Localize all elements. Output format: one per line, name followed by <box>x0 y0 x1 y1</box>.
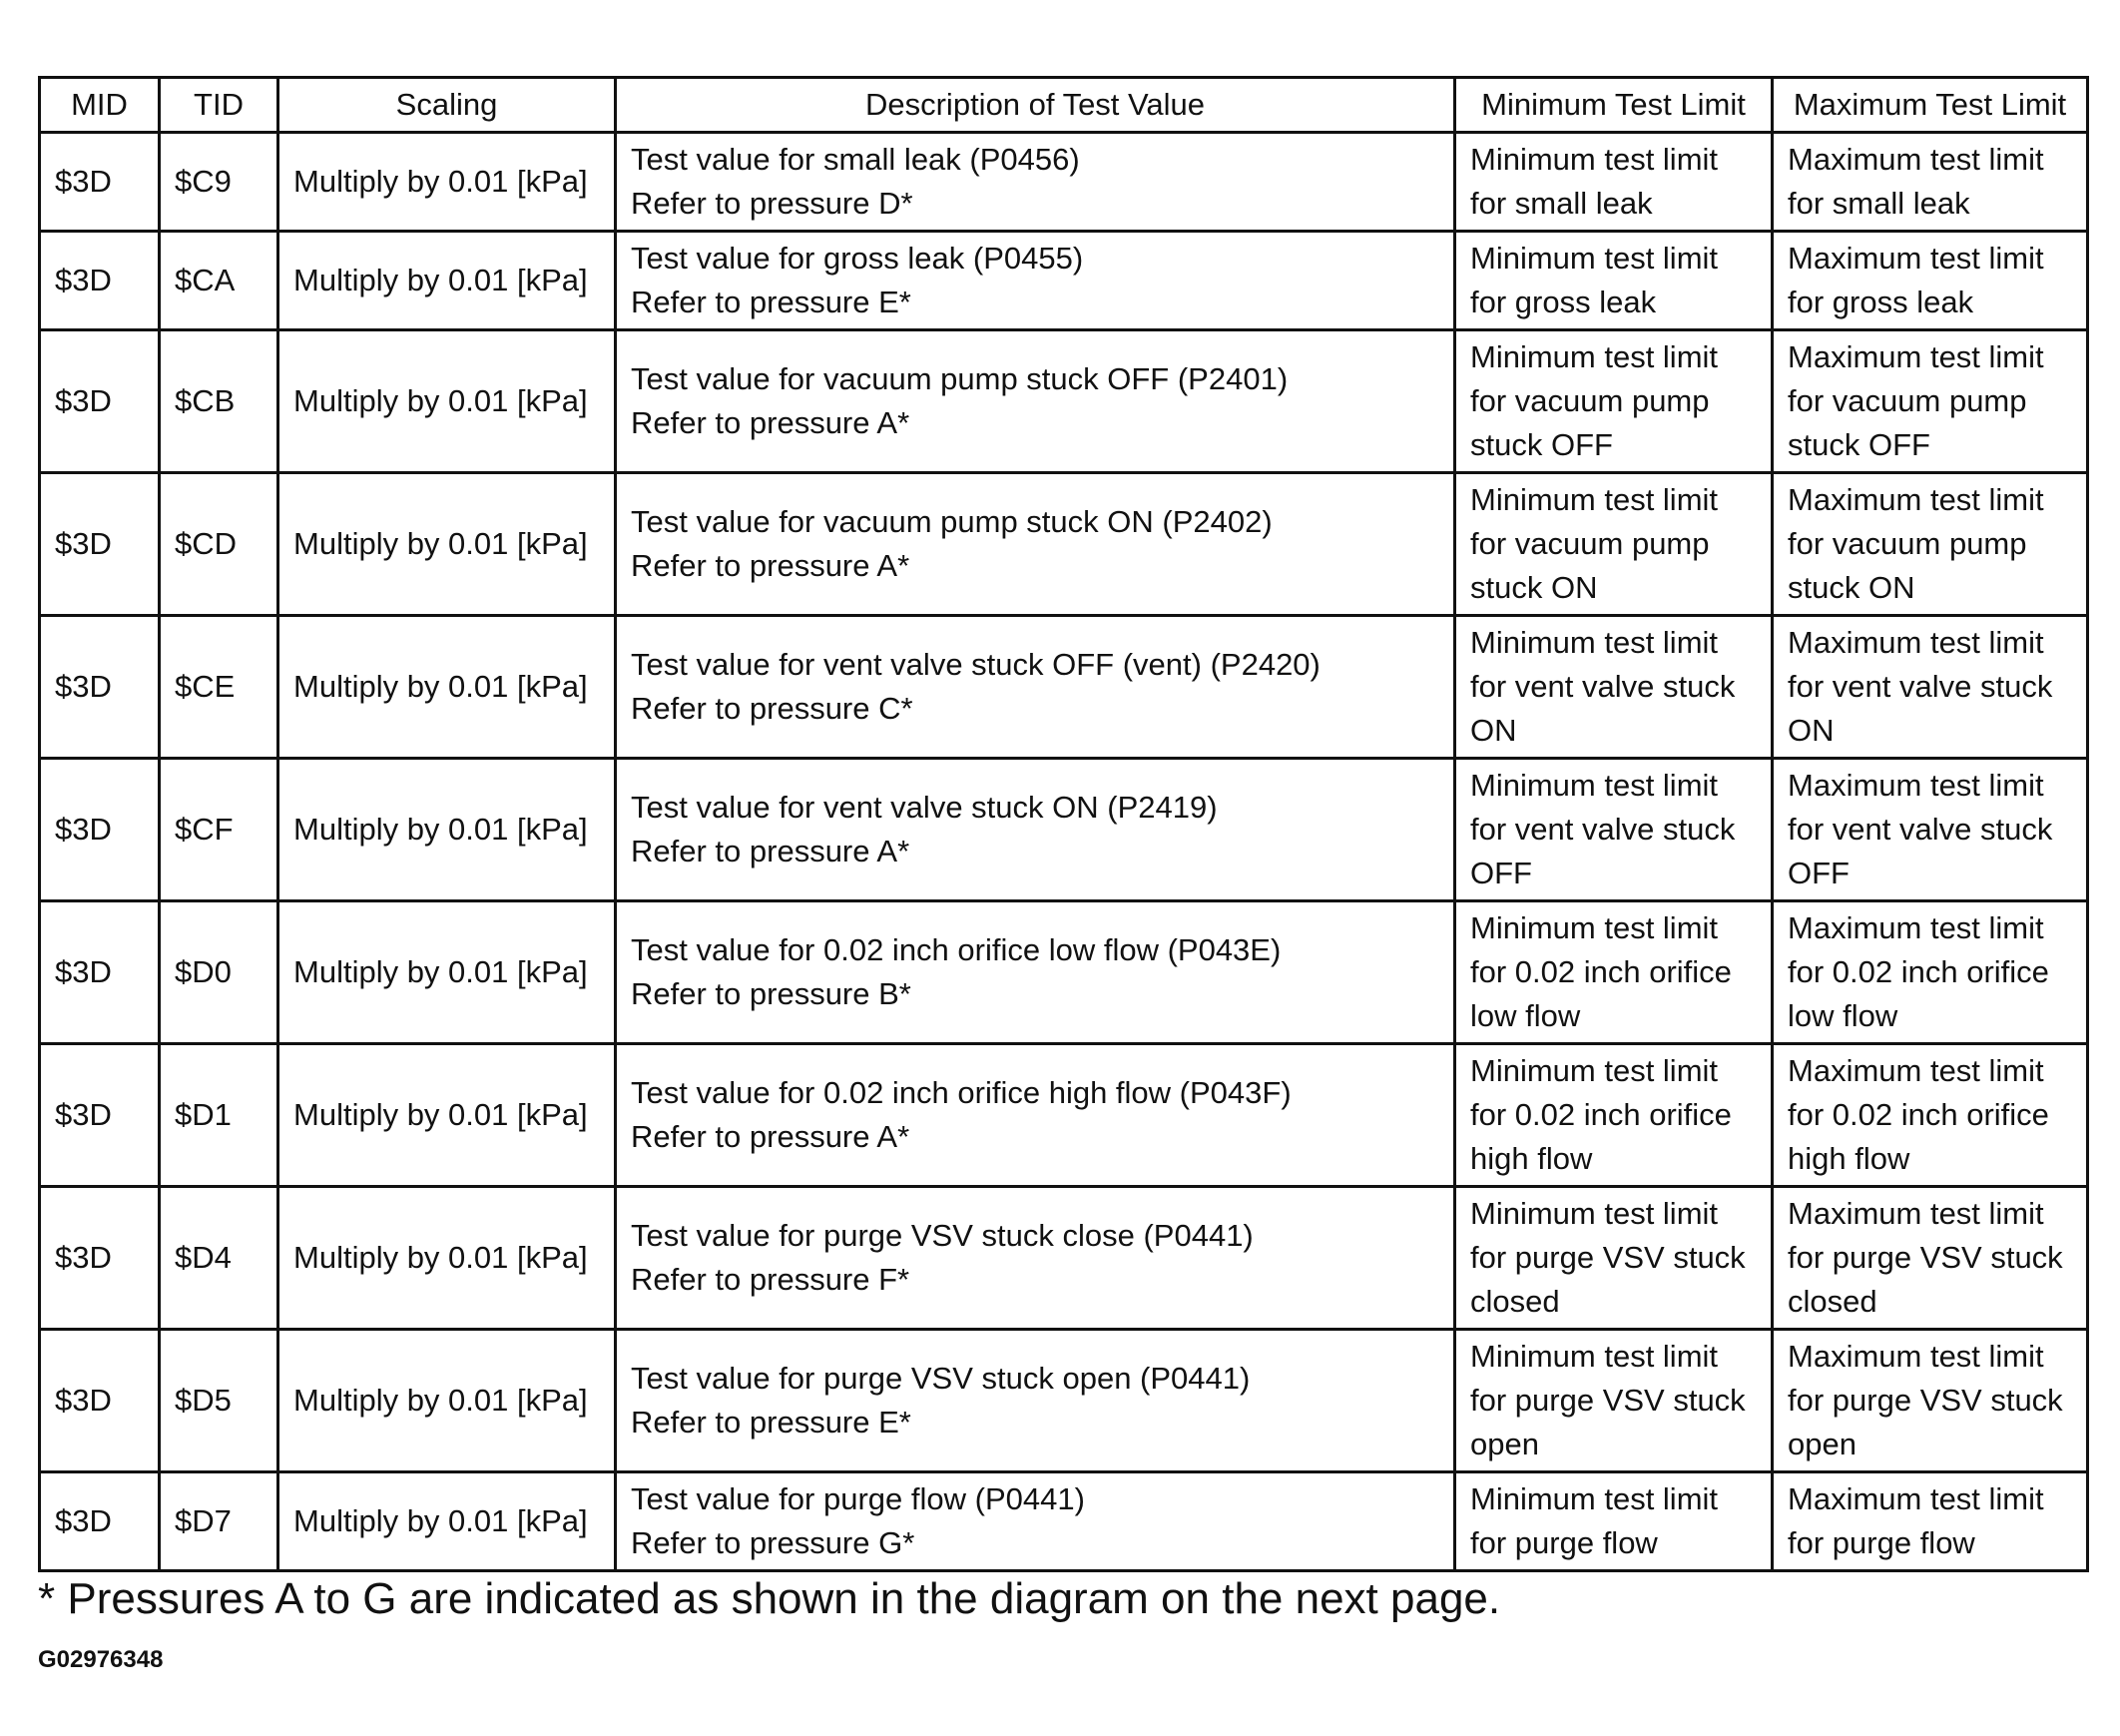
description-cell <box>616 616 1455 759</box>
table-row <box>40 232 2088 330</box>
min-limit-line: open <box>1470 1427 1539 1461</box>
table-row <box>40 1330 2088 1472</box>
min-limit-cell <box>1455 759 1773 901</box>
scaling-cell: Multiply by 0.01 [kPa] <box>278 1044 616 1187</box>
description-cell <box>616 1472 1455 1571</box>
max-limit-cell <box>1773 616 2088 759</box>
min-limit-line: for 0.02 inch orifice <box>1470 1097 1732 1132</box>
min-limit-line: for purge VSV stuck <box>1470 1383 1746 1418</box>
max-limit-line: high flow <box>1788 1141 1910 1176</box>
max-limit-line: stuck OFF <box>1788 427 1930 462</box>
max-limit-line: for vacuum pump <box>1788 526 2027 561</box>
min-limit-line: for vent valve stuck <box>1470 669 1736 704</box>
max-limit-cell <box>1773 901 2088 1044</box>
min-limit-line: for small leak <box>1470 186 1653 221</box>
min-limit-cell <box>1455 133 1773 232</box>
max-limit-cell <box>1773 1044 2088 1187</box>
footnote: * Pressures A to G are indicated as shown in the diagram on the next page. <box>38 1574 1501 1623</box>
min-limit-line: ON <box>1470 713 1517 748</box>
min-limit-line: for gross leak <box>1470 285 1657 319</box>
max-limit-line: Maximum test limit <box>1788 1053 2044 1088</box>
max-limit-line: closed <box>1788 1284 1877 1319</box>
min-limit-line: Minimum test limit <box>1470 241 1719 276</box>
mid-cell: $3D <box>40 1187 160 1330</box>
mid-cell: $3D <box>40 901 160 1044</box>
max-limit-line: Maximum test limit <box>1788 1196 2044 1231</box>
description-line: Test value for vent valve stuck ON (P2419) <box>631 790 1218 825</box>
max-limit-line: ON <box>1788 713 1835 748</box>
tid-cell: $CE <box>160 616 278 759</box>
max-limit-line: for purge flow <box>1788 1525 1975 1560</box>
description-cell <box>616 1330 1455 1472</box>
figure-id: G02976348 <box>38 1646 164 1673</box>
min-limit-cell <box>1455 901 1773 1044</box>
scaling-cell: Multiply by 0.01 [kPa] <box>278 232 616 330</box>
scaling-cell: Multiply by 0.01 [kPa] <box>278 901 616 1044</box>
description-cell <box>616 232 1455 330</box>
description-line: Refer to pressure F* <box>631 1262 910 1297</box>
max-limit-line: Maximum test limit <box>1788 625 2044 660</box>
min-limit-line: for vacuum pump <box>1470 526 1710 561</box>
description-line: Refer to pressure A* <box>631 1119 910 1154</box>
header-mid: MID <box>40 78 160 133</box>
max-limit-line: for purge VSV stuck <box>1788 1240 2063 1275</box>
tid-cell: $CD <box>160 473 278 616</box>
min-limit-line: Minimum test limit <box>1470 1481 1719 1516</box>
min-limit-cell <box>1455 330 1773 473</box>
tid-cell: $D0 <box>160 901 278 1044</box>
max-limit-line: stuck ON <box>1788 570 1915 605</box>
mid-cell: $3D <box>40 232 160 330</box>
mid-cell: $3D <box>40 1044 160 1187</box>
min-limit-line: Minimum test limit <box>1470 482 1719 517</box>
tid-cell: $D4 <box>160 1187 278 1330</box>
max-limit-line: for vacuum pump <box>1788 383 2027 418</box>
min-limit-line: for vacuum pump <box>1470 383 1710 418</box>
max-limit-line: for gross leak <box>1788 285 1974 319</box>
max-limit-line: for 0.02 inch orifice <box>1788 954 2049 989</box>
min-limit-cell <box>1455 1330 1773 1472</box>
description-line: Test value for 0.02 inch orifice low flow (P043E) <box>631 932 1282 967</box>
min-limit-line: stuck OFF <box>1470 427 1613 462</box>
mid-cell: $3D <box>40 616 160 759</box>
min-limit-line: Minimum test limit <box>1470 1196 1719 1231</box>
header-description: Description of Test Value <box>616 78 1455 133</box>
table-row <box>40 330 2088 473</box>
min-limit-line: OFF <box>1470 856 1532 890</box>
tid-cell: $CF <box>160 759 278 901</box>
description-line: Refer to pressure G* <box>631 1525 915 1560</box>
max-limit-cell <box>1773 330 2088 473</box>
min-limit-line: low flow <box>1470 998 1581 1033</box>
max-limit-cell <box>1773 473 2088 616</box>
description-cell <box>616 901 1455 1044</box>
max-limit-line: Maximum test limit <box>1788 910 2044 945</box>
description-cell <box>616 759 1455 901</box>
table-row <box>40 1472 2088 1571</box>
min-limit-cell <box>1455 1472 1773 1571</box>
description-line: Test value for vent valve stuck OFF (vent) (P2420) <box>631 647 1321 682</box>
max-limit-cell <box>1773 232 2088 330</box>
description-line: Refer to pressure A* <box>631 834 910 868</box>
min-limit-line: closed <box>1470 1284 1560 1319</box>
min-limit-cell <box>1455 1187 1773 1330</box>
min-limit-line: for vent valve stuck <box>1470 812 1736 847</box>
max-limit-line: Maximum test limit <box>1788 339 2044 374</box>
max-limit-cell <box>1773 1330 2088 1472</box>
max-limit-line: for 0.02 inch orifice <box>1788 1097 2049 1132</box>
tid-cell: $C9 <box>160 133 278 232</box>
min-limit-line: for 0.02 inch orifice <box>1470 954 1732 989</box>
tid-cell: $D1 <box>160 1044 278 1187</box>
scaling-cell: Multiply by 0.01 [kPa] <box>278 133 616 232</box>
min-limit-line: Minimum test limit <box>1470 142 1719 177</box>
min-limit-line: Minimum test limit <box>1470 768 1719 803</box>
description-cell <box>616 133 1455 232</box>
tid-cell: $CB <box>160 330 278 473</box>
tid-cell: $D5 <box>160 1330 278 1472</box>
description-line: Refer to pressure B* <box>631 976 911 1011</box>
table-row <box>40 616 2088 759</box>
description-cell <box>616 1044 1455 1187</box>
description-cell <box>616 473 1455 616</box>
mid-cell: $3D <box>40 133 160 232</box>
max-limit-line: for vent valve stuck <box>1788 812 2053 847</box>
description-cell <box>616 1187 1455 1330</box>
max-limit-line: for vent valve stuck <box>1788 669 2053 704</box>
table-row <box>40 473 2088 616</box>
scaling-cell: Multiply by 0.01 [kPa] <box>278 1472 616 1571</box>
description-line: Refer to pressure C* <box>631 691 913 726</box>
mid-cell: $3D <box>40 473 160 616</box>
min-limit-cell <box>1455 473 1773 616</box>
description-line: Test value for purge flow (P0441) <box>631 1481 1085 1516</box>
min-limit-cell <box>1455 1044 1773 1187</box>
max-limit-line: for purge VSV stuck <box>1788 1383 2063 1418</box>
max-limit-line: Maximum test limit <box>1788 768 2044 803</box>
description-line: Test value for small leak (P0456) <box>631 142 1080 177</box>
scaling-cell: Multiply by 0.01 [kPa] <box>278 759 616 901</box>
min-limit-line: Minimum test limit <box>1470 625 1719 660</box>
min-limit-line: stuck ON <box>1470 570 1598 605</box>
test-value-table <box>38 76 2089 1572</box>
header-max-limit: Maximum Test Limit <box>1773 78 2088 133</box>
description-line: Refer to pressure D* <box>631 186 913 221</box>
header-scaling: Scaling <box>278 78 616 133</box>
max-limit-cell <box>1773 1472 2088 1571</box>
min-limit-line: Minimum test limit <box>1470 1053 1719 1088</box>
max-limit-cell <box>1773 1187 2088 1330</box>
scaling-cell: Multiply by 0.01 [kPa] <box>278 1330 616 1472</box>
max-limit-line: low flow <box>1788 998 1898 1033</box>
description-line: Test value for purge VSV stuck close (P0441) <box>631 1218 1254 1253</box>
mid-cell: $3D <box>40 1330 160 1472</box>
min-limit-cell <box>1455 616 1773 759</box>
description-line: Refer to pressure A* <box>631 548 910 583</box>
description-line: Refer to pressure E* <box>631 1405 911 1440</box>
max-limit-line: Maximum test limit <box>1788 1481 2044 1516</box>
scaling-cell: Multiply by 0.01 [kPa] <box>278 330 616 473</box>
min-limit-line: Minimum test limit <box>1470 1339 1719 1374</box>
description-line: Test value for purge VSV stuck open (P0441) <box>631 1361 1251 1396</box>
table-body <box>40 133 2088 1571</box>
table-header-row <box>40 78 2088 133</box>
scaling-cell: Multiply by 0.01 [kPa] <box>278 616 616 759</box>
tid-cell: $D7 <box>160 1472 278 1571</box>
table-row <box>40 901 2088 1044</box>
max-limit-line: Maximum test limit <box>1788 142 2044 177</box>
min-limit-line: for purge VSV stuck <box>1470 1240 1746 1275</box>
min-limit-cell <box>1455 232 1773 330</box>
description-line: Refer to pressure E* <box>631 285 911 319</box>
scaling-cell: Multiply by 0.01 [kPa] <box>278 473 616 616</box>
description-line: Test value for vacuum pump stuck ON (P2402) <box>631 504 1273 539</box>
description-cell <box>616 330 1455 473</box>
mid-cell: $3D <box>40 759 160 901</box>
min-limit-line: Minimum test limit <box>1470 910 1719 945</box>
max-limit-line: OFF <box>1788 856 1850 890</box>
max-limit-line: Maximum test limit <box>1788 1339 2044 1374</box>
table-row <box>40 759 2088 901</box>
table-row <box>40 1044 2088 1187</box>
max-limit-line: Maximum test limit <box>1788 241 2044 276</box>
max-limit-line: for small leak <box>1788 186 1970 221</box>
header-tid: TID <box>160 78 278 133</box>
mid-cell: $3D <box>40 330 160 473</box>
min-limit-line: high flow <box>1470 1141 1593 1176</box>
max-limit-line: open <box>1788 1427 1856 1461</box>
header-min-limit: Minimum Test Limit <box>1455 78 1773 133</box>
tid-cell: $CA <box>160 232 278 330</box>
mid-cell: $3D <box>40 1472 160 1571</box>
description-line: Test value for gross leak (P0455) <box>631 241 1084 276</box>
description-line: Test value for vacuum pump stuck OFF (P2401) <box>631 361 1289 396</box>
max-limit-line: Maximum test limit <box>1788 482 2044 517</box>
max-limit-cell <box>1773 759 2088 901</box>
description-line: Test value for 0.02 inch orifice high flow (P043F) <box>631 1075 1292 1110</box>
scaling-cell: Multiply by 0.01 [kPa] <box>278 1187 616 1330</box>
max-limit-cell <box>1773 133 2088 232</box>
description-line: Refer to pressure A* <box>631 405 910 440</box>
table-row <box>40 133 2088 232</box>
min-limit-line: for purge flow <box>1470 1525 1658 1560</box>
table-row <box>40 1187 2088 1330</box>
min-limit-line: Minimum test limit <box>1470 339 1719 374</box>
